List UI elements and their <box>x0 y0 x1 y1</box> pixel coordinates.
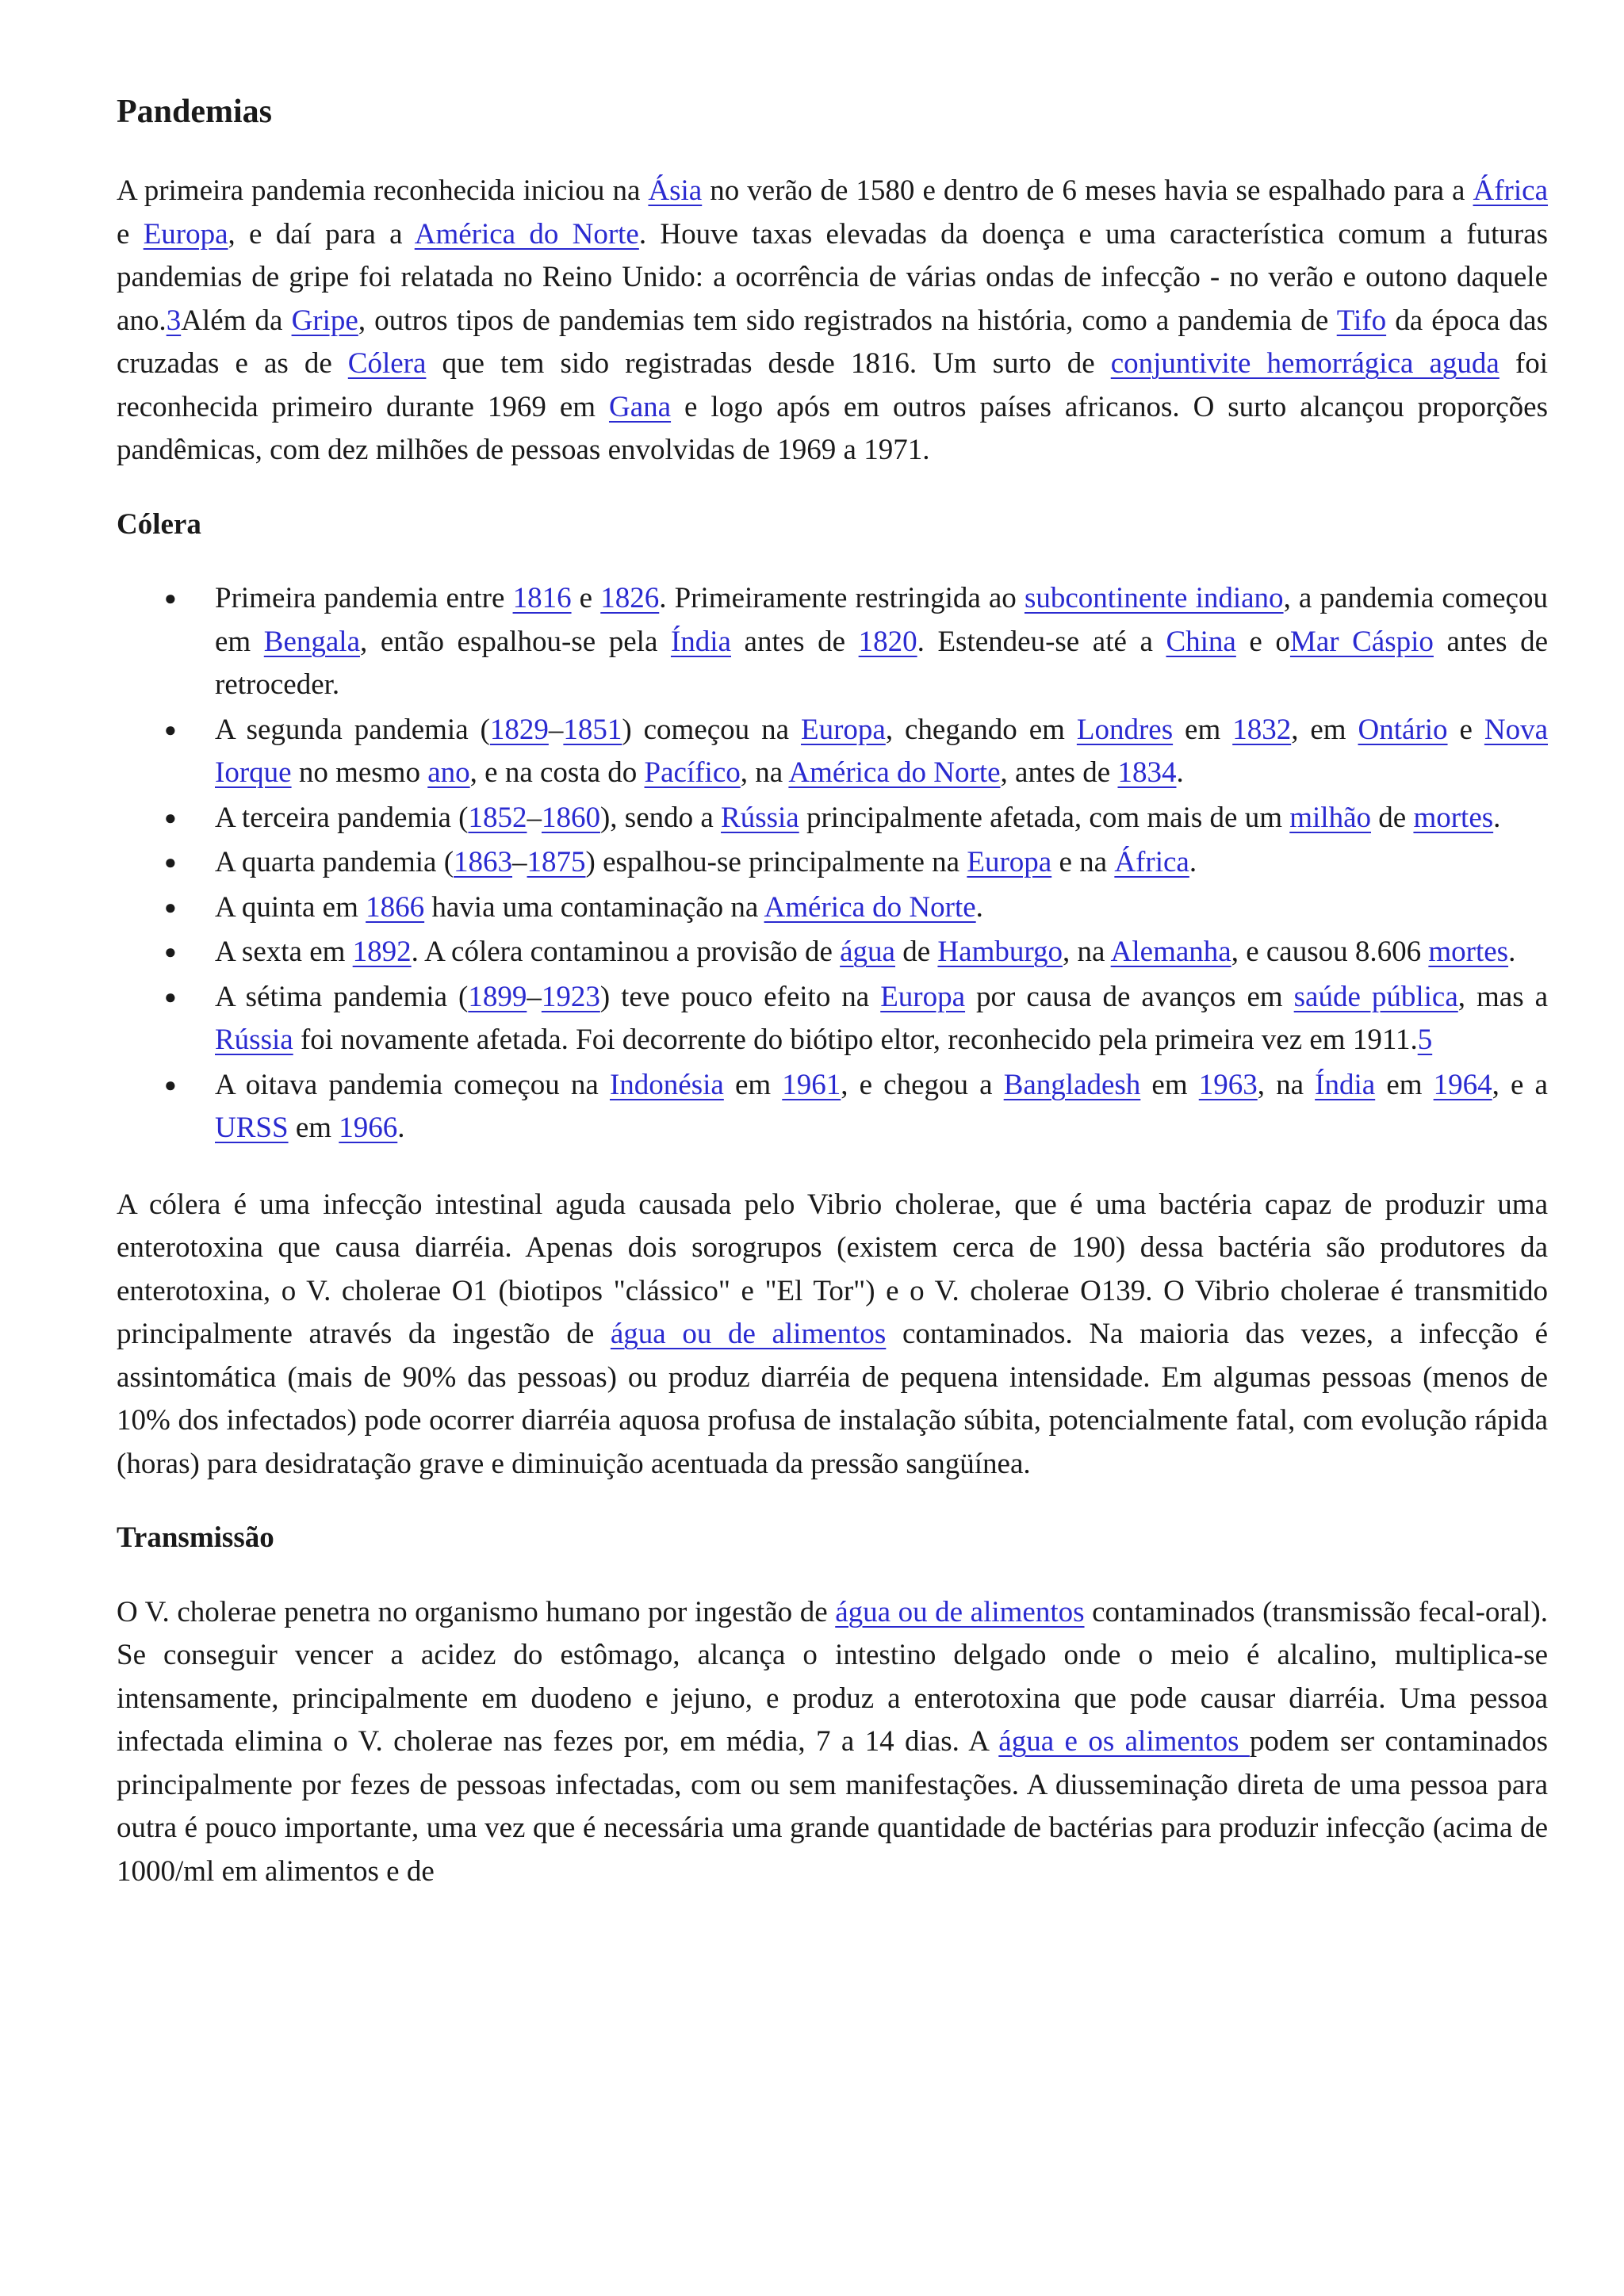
inline-link[interactable]: 1832 <box>1232 713 1292 746</box>
text-run: ) espalhou-se principalmente na <box>585 846 967 879</box>
text-run: que tem sido registradas desde 1816. Um surto de <box>426 347 1111 381</box>
inline-link[interactable]: 1816 <box>512 582 572 615</box>
list-item <box>117 841 1548 885</box>
text-run: Além da <box>181 304 292 337</box>
inline-link[interactable]: Índia <box>1315 1068 1376 1101</box>
text-run: . <box>1189 846 1197 879</box>
text-run: . <box>1176 756 1184 790</box>
text-run: foi novamente afetada. Foi decorrente do biótipo eltor, reconhecido pela primeira vez em 1911. <box>293 1024 1418 1057</box>
heading-transmissao: Transmissão <box>117 1521 274 1555</box>
text-run: e o <box>1235 625 1290 658</box>
text-run: em <box>1375 1068 1434 1101</box>
text-run: – <box>527 801 542 834</box>
text-run: , na <box>740 756 789 790</box>
bullet-icon: ● <box>164 718 177 741</box>
text-run: A primeira pandemia reconhecida iniciou na <box>117 174 649 208</box>
text-run: , na <box>1257 1068 1316 1101</box>
inline-link[interactable]: 1863 <box>454 846 513 879</box>
text-run: antes de <box>730 625 859 658</box>
inline-link[interactable]: Indonésia <box>609 1068 724 1101</box>
list-item <box>117 931 1548 974</box>
inline-link[interactable]: Nova Iorque <box>215 713 1548 790</box>
text-run: A oitava pandemia começou na <box>215 1068 610 1101</box>
text-run: podem ser contaminados principalmente por fezes de pessoas infectadas, com ou sem manifestações. A diusseminação direta de uma pessoa para outra é pouco importante, uma vez que é necessária uma grande quantidade de bactérias para produzir infecção (acima de 1000/ml em alimentos e de <box>117 1725 1548 1888</box>
inline-link[interactable]: Londres <box>1076 713 1174 746</box>
inline-link[interactable]: Índia <box>670 625 731 658</box>
text-run: antes de retroceder. <box>215 625 1548 702</box>
text-run: , e daí para a <box>228 217 415 251</box>
inline-link[interactable]: Rússia <box>721 801 799 834</box>
inline-link[interactable]: Europa <box>880 980 966 1013</box>
text-run: , a pandemia começou em <box>215 582 1548 658</box>
inline-link[interactable]: América do Norte <box>788 756 1001 790</box>
text-run: , então espalhou-se pela <box>360 625 671 658</box>
text-run: A quinta em <box>215 890 366 924</box>
inline-link[interactable]: 1834 <box>1117 756 1177 790</box>
inline-link[interactable]: 3 <box>166 304 182 337</box>
text-run: , e chegou a <box>841 1068 1004 1101</box>
inline-link[interactable]: 1851 <box>563 713 622 746</box>
inline-link[interactable]: 1829 <box>489 713 549 746</box>
inline-link[interactable]: subcontinente indiano <box>1024 582 1284 615</box>
text-run: principalmente afetada, com mais de um <box>799 801 1290 834</box>
paragraph-colera-description <box>117 1184 1548 1487</box>
inline-link[interactable]: Tifo <box>1336 304 1387 337</box>
text-run: . <box>397 1112 405 1145</box>
text-run: contaminados (transmissão fecal-oral). Se conseguir vencer a acidez do estômago, alcança o intestino delgado onde o meio é alcalino, multiplica-se intensamente, principalmente em duodeno e jejuno, e produz a enterotoxina que pode causar diarréia. Uma pessoa infectada elimina o V. cholerae nas fezes por, em média, 7 a 14 dias. A <box>117 1595 1548 1758</box>
inline-link[interactable]: 1826 <box>600 582 660 615</box>
inline-link[interactable]: 1961 <box>782 1068 841 1101</box>
list-item <box>117 1064 1548 1150</box>
text-run: . Primeiramente restringida ao <box>659 582 1025 615</box>
inline-link[interactable]: 1820 <box>858 625 917 658</box>
text-run: – <box>548 713 564 746</box>
text-run: da época das cruzadas e as de <box>117 304 1548 381</box>
text-run: , na <box>1063 936 1111 969</box>
text-run: ) teve pouco efeito na <box>599 980 881 1013</box>
paragraph-transmissao <box>117 1591 1548 1894</box>
inline-link[interactable]: África <box>1114 846 1189 879</box>
text-run: . <box>1493 801 1501 834</box>
list-item <box>117 886 1548 930</box>
inline-link[interactable]: Europa <box>800 713 886 746</box>
inline-link[interactable]: 1875 <box>527 846 586 879</box>
paragraph-pandemias <box>117 170 1548 473</box>
text-run: , e a <box>1492 1068 1548 1101</box>
inline-link[interactable]: Bengala <box>263 625 361 658</box>
heading-pandemias: Pandemias <box>117 94 273 130</box>
list-item <box>117 709 1548 795</box>
inline-link[interactable]: mortes <box>1428 936 1509 969</box>
text-run: A terceira pandemia ( <box>215 801 469 834</box>
inline-link[interactable]: China <box>1166 625 1236 658</box>
text-run: de <box>1371 801 1414 834</box>
text-run: e logo após em outros países africanos. O surto alcançou proporções pandêmicas, com dez milhões de pessoas envolvidas de 1969 a 1971. <box>117 390 1549 467</box>
inline-link[interactable]: Ontário <box>1358 713 1448 746</box>
text-run: . Estendeu-se até a <box>917 625 1166 658</box>
text-run: A cólera é uma infecção intestinal aguda causada pelo Vibrio cholerae, que é uma bactéria capaz de produzir uma enterotoxina que causa diarréia. Apenas dois sorogrupos (existem cerca de 190) dessa bactéria são produtores da enterotoxina, o V. cholerae O1 (biotipos "clássico" e "El Tor") e o V. cholerae O139. O Vibrio cholerae é transmitido principalmente através da ingestão de <box>117 1188 1548 1351</box>
inline-link[interactable]: Rússia <box>215 1024 293 1057</box>
inline-link[interactable]: 5 <box>1417 1024 1433 1057</box>
inline-link[interactable]: ano <box>427 756 470 790</box>
text-run: A sexta em <box>215 936 353 969</box>
text-run: no mesmo <box>291 756 428 790</box>
text-run: de <box>894 936 938 969</box>
text-run: – <box>512 846 527 879</box>
inline-link[interactable]: 1963 <box>1198 1068 1258 1101</box>
inline-link[interactable]: 1866 <box>366 890 425 924</box>
inline-link[interactable]: conjuntivite hemorrágica aguda <box>1110 347 1500 381</box>
inline-link[interactable]: Hamburgo <box>937 936 1063 969</box>
text-run: e <box>571 582 601 615</box>
inline-link[interactable]: Mar Cáspio <box>1289 625 1434 658</box>
bullet-icon: ● <box>164 985 177 1008</box>
text-run: , mas a <box>1457 980 1548 1013</box>
text-run: , antes de <box>1000 756 1118 790</box>
inline-link[interactable]: 1892 <box>352 936 412 969</box>
text-run: A segunda pandemia ( <box>215 713 490 746</box>
text-run: em <box>288 1112 339 1145</box>
text-run: , chegando em <box>885 713 1077 746</box>
text-run: por causa de avanços em <box>965 980 1294 1013</box>
text-run: ), sendo a <box>599 801 722 834</box>
text-run: . A cólera contaminou a provisão de <box>411 936 841 969</box>
text-run: ) começou na <box>622 713 801 746</box>
text-run: no verão de 1580 e dentro de 6 meses havia se espalhado para a <box>702 174 1473 208</box>
text-run: foi reconhecida primeiro durante 1969 em <box>117 347 1548 423</box>
text-run: e <box>1447 713 1484 746</box>
text-run: A sétima pandemia ( <box>215 980 469 1013</box>
text-run: . <box>975 890 983 924</box>
inline-link[interactable]: Gripe <box>291 304 358 337</box>
inline-link[interactable]: Alemanha <box>1110 936 1231 969</box>
inline-link[interactable]: 1852 <box>468 801 527 834</box>
bullet-icon: ● <box>164 806 177 829</box>
bullet-icon: ● <box>164 587 177 610</box>
inline-link[interactable]: Pacífico <box>644 756 741 790</box>
inline-link[interactable]: 1966 <box>339 1112 398 1145</box>
inline-link[interactable]: 1964 <box>1433 1068 1492 1101</box>
text-run: , outros tipos de pandemias tem sido registrados na história, como a pandemia de <box>358 304 1337 337</box>
text-run: O V. cholerae penetra no organismo humano por ingestão de <box>117 1595 836 1628</box>
inline-link[interactable]: 1860 <box>541 801 600 834</box>
bullet-icon: ● <box>164 895 177 919</box>
inline-link[interactable]: América do Norte <box>764 890 976 924</box>
inline-link[interactable]: saúde pública <box>1293 980 1458 1013</box>
text-run: em <box>723 1068 783 1101</box>
inline-link[interactable]: mortes <box>1413 801 1494 834</box>
inline-link[interactable]: Cólera <box>347 347 427 381</box>
text-run: , e causou 8.606 <box>1231 936 1429 969</box>
text-run: . <box>1508 936 1516 969</box>
list-item <box>117 577 1548 707</box>
inline-link[interactable]: água <box>840 936 895 969</box>
inline-link[interactable]: Ásia <box>648 174 703 208</box>
inline-link[interactable]: água ou de alimentos <box>835 1595 1085 1628</box>
inline-link[interactable]: milhão <box>1289 801 1371 834</box>
bullet-icon: ● <box>164 940 177 964</box>
text-run: , e na costa do <box>469 756 645 790</box>
text-run: em <box>1140 1068 1199 1101</box>
inline-link[interactable]: 1899 <box>468 980 527 1013</box>
text-run: e na <box>1051 846 1115 879</box>
inline-link[interactable]: URSS <box>215 1112 289 1145</box>
text-run: – <box>527 980 542 1013</box>
inline-link[interactable]: Europa <box>143 217 228 251</box>
inline-link[interactable]: Europa <box>967 846 1052 879</box>
text-run: havia uma contaminação na <box>424 890 764 924</box>
bullet-icon: ● <box>164 851 177 874</box>
inline-link[interactable]: água ou de alimentos <box>610 1318 887 1351</box>
text-run: contaminados. Na maioria das vezes, a infecção é assintomática (mais de 90% das pessoas) ou produz diarréia de pequena intensidade. Em algumas pessoas (menos de 10% dos infectados) pode ocorrer diarréia aquosa profusa de instalação súbita, potencialmente fatal, com evolução rápida (horas) para desidratação grave e diminuição acentuada da pressão sangüínea. <box>117 1318 1548 1480</box>
list-item <box>117 976 1548 1062</box>
inline-link[interactable]: Gana <box>608 390 672 423</box>
text-run: e <box>117 217 144 251</box>
inline-link[interactable]: Bangladesh <box>1003 1068 1141 1101</box>
text-run: em <box>1173 713 1233 746</box>
text-run: . Houve taxas elevadas da doença e uma característica comum a futuras pandemias de gripe foi relatada no Reino Unido: a ocorrência de várias ondas de infecção - no verão e outono daquele ano. <box>117 217 1548 337</box>
inline-link[interactable]: 1923 <box>541 980 600 1013</box>
text-run: , em <box>1291 713 1358 746</box>
inline-link[interactable]: água e os alimentos <box>998 1725 1250 1758</box>
list-item <box>117 797 1548 840</box>
text-run: Primeira pandemia entre <box>215 582 513 615</box>
inline-link[interactable]: América do Norte <box>414 217 639 251</box>
text-run: A quarta pandemia ( <box>215 846 454 879</box>
inline-link[interactable]: África <box>1473 174 1549 208</box>
heading-colera: Cólera <box>117 507 201 541</box>
cholera-pandemics-list <box>117 577 1548 1150</box>
bullet-icon: ● <box>164 1073 177 1096</box>
